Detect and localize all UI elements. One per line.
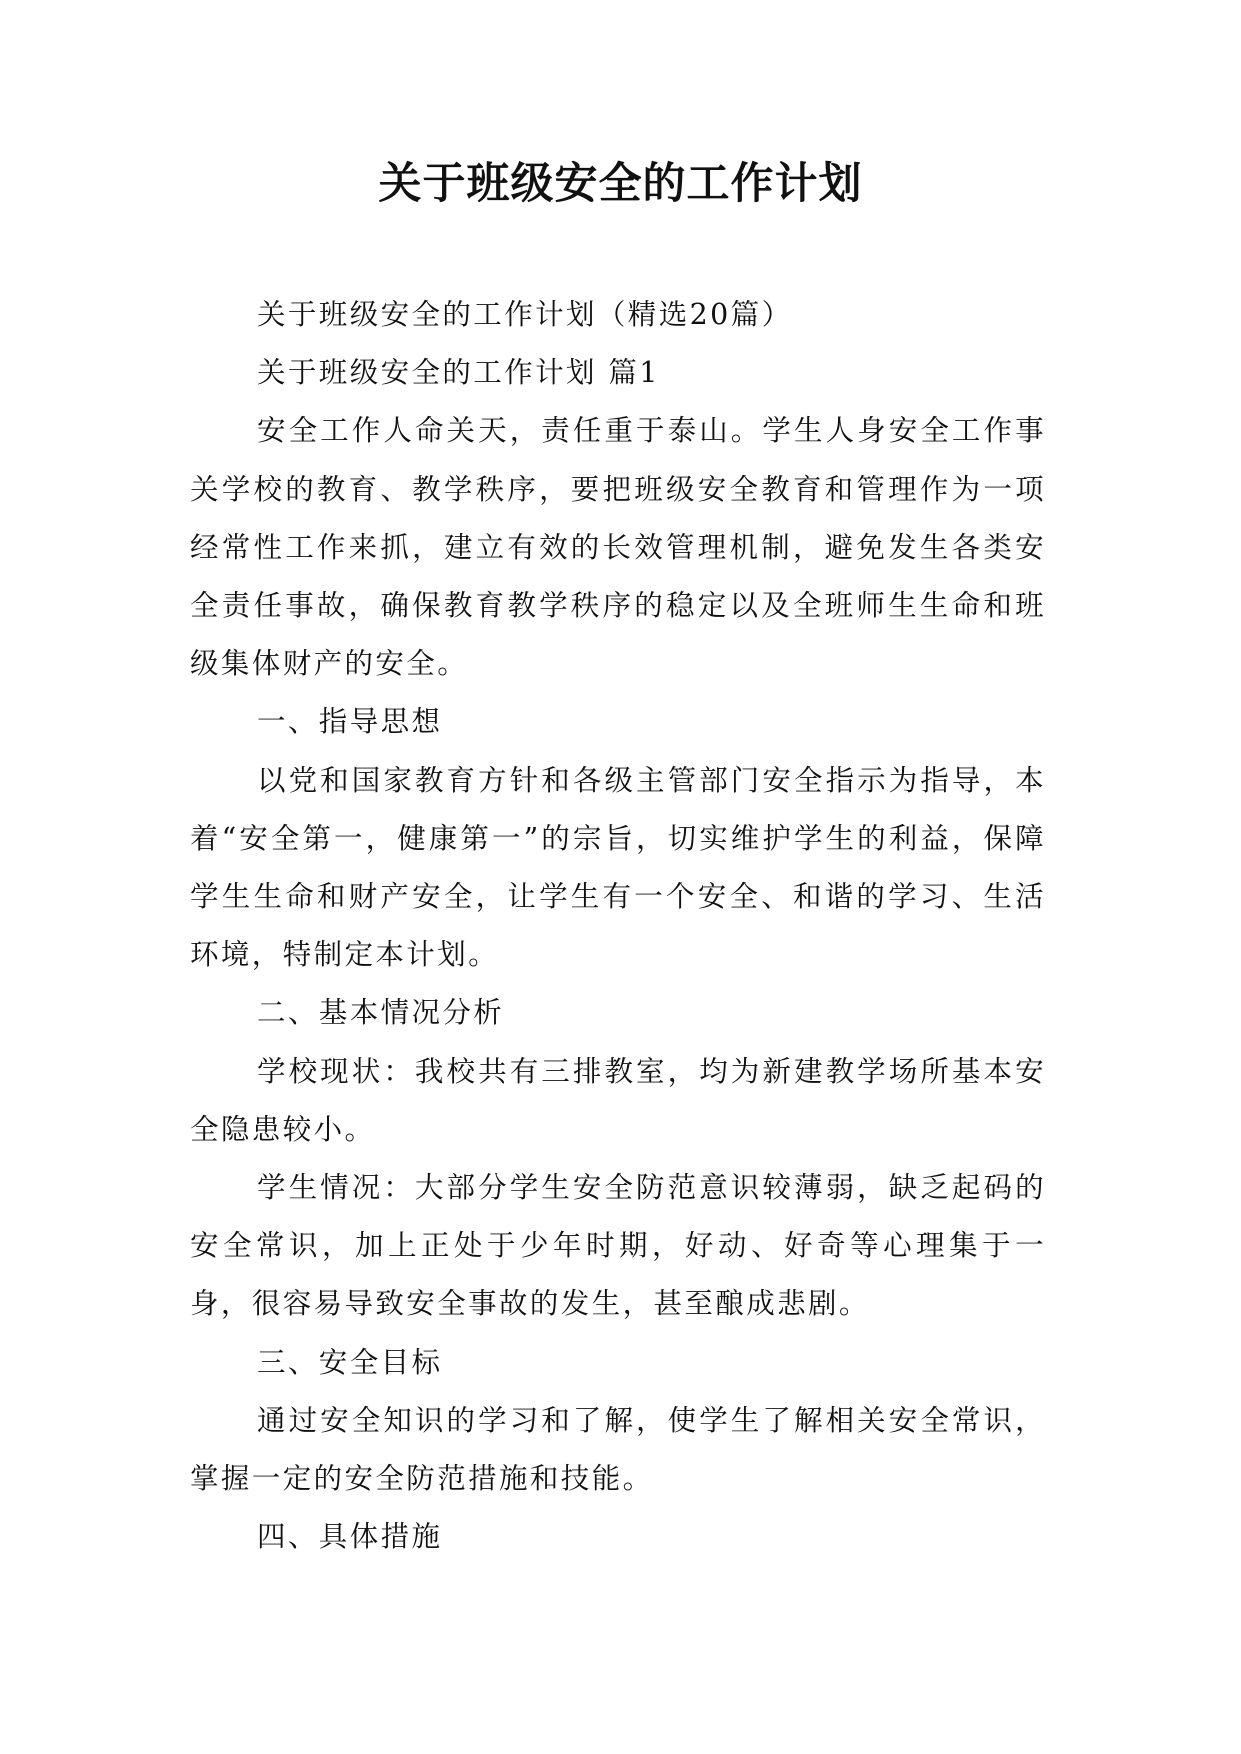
- heading-guiding-ideology: 一、指导思想: [257, 705, 443, 739]
- document-body: [190, 286, 1046, 1566]
- student-status-paragraph: 学生情况：大部分学生安全防范意识较薄弱，缺乏起码的安全常识，加上正处于少年时期，好动、好奇等心理集于一身，很容易导致安全事故的发生，甚至酿成悲剧。: [190, 1171, 1046, 1321]
- heading-specific-measures: 四、具体措施: [257, 1520, 443, 1554]
- heading-safety-goals: 三、安全目标: [257, 1345, 443, 1379]
- guiding-ideology-paragraph: 以党和国家教育方针和各级主管部门安全指示为指导，本着“安全第一，健康第一”的宗旨，切实维护学生的利益，保障学生生命和财产安全，让学生有一个安全、和谐的学习、生活环境，特制定本计划。: [190, 763, 1046, 972]
- heading-situation-analysis: 二、基本情况分析: [257, 996, 505, 1030]
- intro-paragraph: 安全工作人命关天，责任重于泰山。学生人身安全工作事关学校的教育、教学秩序，要把班级安全教育和管理作为一项经常性工作来抓，建立有效的长效管理机制，避免发生各类安全责任事故，确保教育教学秩序的稳定以及全班师生生命和班级集体财产的安全。: [190, 414, 1046, 681]
- document-title: 关于班级安全的工作计划: [378, 159, 863, 209]
- subtitle-line: 关于班级安全的工作计划（精选20篇）: [257, 298, 793, 331]
- section-heading-part1: 关于班级安全的工作计划 篇1: [257, 356, 660, 390]
- school-status-paragraph: 学校现状：我校共有三排教室，均为新建教学场所基本安全隐患较小。: [190, 1054, 1046, 1146]
- safety-goals-paragraph: 通过安全知识的学习和了解，使学生了解相关安全常识，掌握一定的安全防范措施和技能。: [190, 1403, 1046, 1496]
